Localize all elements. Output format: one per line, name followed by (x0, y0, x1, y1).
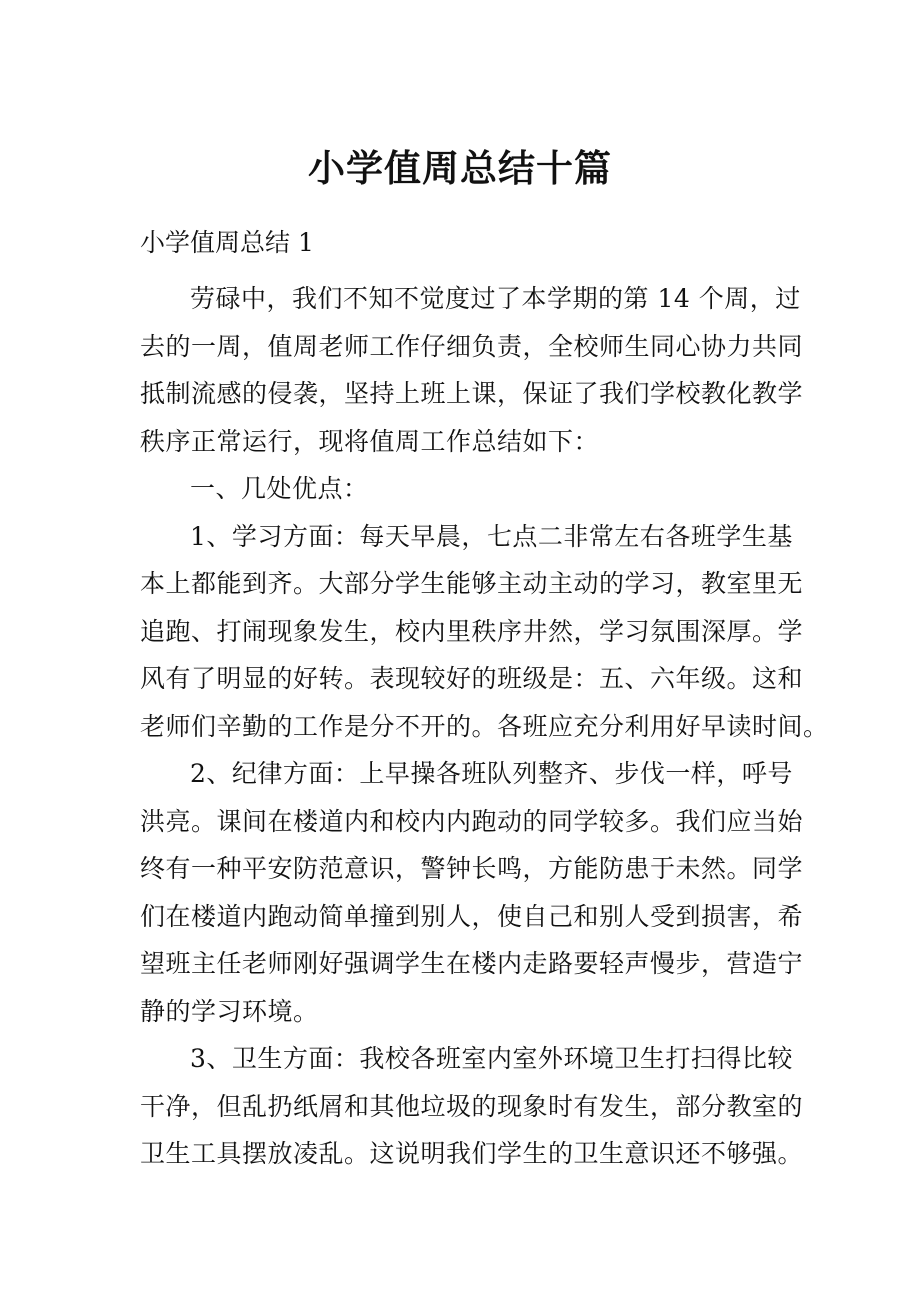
paragraph-hygiene (140, 1035, 804, 1178)
section-heading: 小学值周总结 1 (140, 228, 314, 257)
text-line: 们在楼道内跑动简单撞到别人，使自己和别人受到损害，希 (140, 901, 804, 931)
text-line: 洪亮。课间在楼道内和校内内跑动的同学较多。我们应当始 (140, 806, 804, 836)
text-line: 老师们辛勤的工作是分不开的。各班应充分利用好早读时间。 (140, 711, 829, 741)
text-line: 去的一周，值周老师工作仔细负责，全校师生同心协力共同 (140, 331, 804, 361)
text-line: 一、几处优点： (190, 474, 369, 503)
text-line: 静的学习环境。 (140, 996, 319, 1026)
text-line: 秩序正常运行，现将值周工作总结如下： (140, 426, 600, 456)
paragraph-strengths-heading (140, 465, 785, 513)
text-line: 望班主任老师刚好强调学生在楼内走路要轻声慢步，营造宁 (140, 949, 804, 978)
document-title: 小学值周总结十篇 (308, 146, 612, 190)
text-line: 1、学习方面：每天早晨，七点二非常左右各班学生基 (190, 521, 793, 551)
text-line: 卫生工具摆放凌乱。这说明我们学生的卫生意识还不够强。 (140, 1139, 804, 1168)
paragraph-study (140, 513, 829, 751)
text-line: 本上都能到齐。大部分学生能够主动主动的学习，教室里无 (140, 569, 804, 598)
paragraph-intro (140, 275, 804, 465)
text-line: 干净，但乱扔纸屑和其他垃圾的现象时有发生，部分教室的 (140, 1091, 804, 1121)
text-line: 终有一种平安防范意识，警钟长鸣，方能防患于未然。同学 (140, 854, 804, 883)
text-line: 追跑、打闹现象发生，校内里秩序井然，学习氛围深厚。学 (140, 616, 804, 646)
document-body (140, 228, 829, 1178)
paragraph-discipline (140, 750, 804, 1035)
text-line: 3、卫生方面：我校各班室内室外环境卫生打扫得比较 (190, 1044, 793, 1073)
text-line: 风有了明显的好转。表现较好的班级是：五、六年级。这和 (140, 664, 804, 693)
text-line: 抵制流感的侵袭，坚持上班上课，保证了我们学校教化教学 (140, 379, 804, 408)
text-line: 劳碌中，我们不知不觉度过了本学期的第 14 个周，过 (190, 284, 801, 313)
text-line: 2、纪律方面：上早操各班队列整齐、步伐一样，呼号 (190, 759, 793, 788)
